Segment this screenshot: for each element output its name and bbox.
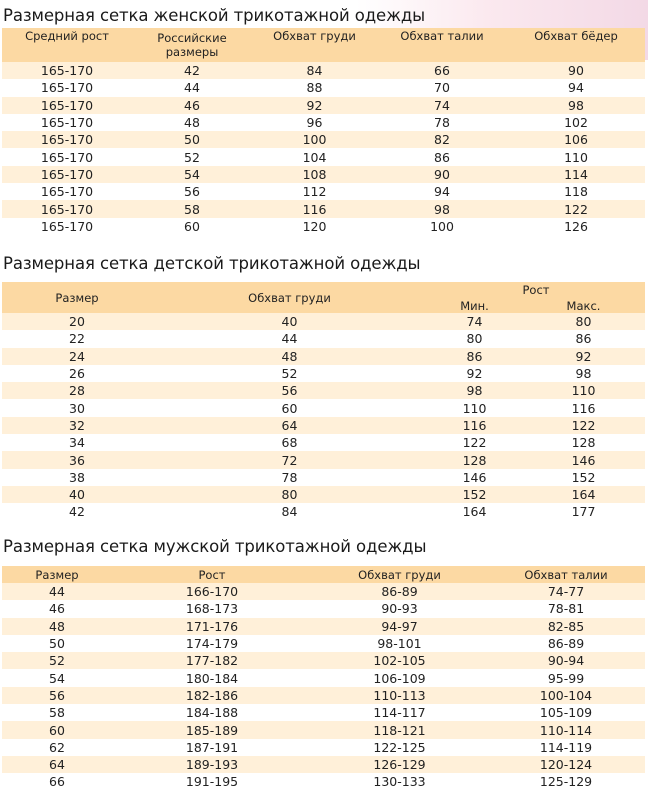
header-waist: Обхват талии xyxy=(487,566,645,583)
cell-height: 165-170 xyxy=(2,183,132,200)
table-row xyxy=(2,313,645,330)
cell-height-min: 80 xyxy=(427,330,522,347)
cell-chest: 40 xyxy=(152,313,427,330)
cell-waist: 78 xyxy=(377,114,507,131)
cell-ru-size: 52 xyxy=(132,148,252,165)
cell-size: 30 xyxy=(2,399,152,416)
men-title: Размерная сетка мужской трикотажной одежды xyxy=(3,537,427,556)
table-row xyxy=(2,704,645,721)
cell-waist: 120-124 xyxy=(487,756,645,773)
table-header-row xyxy=(2,566,645,583)
cell-waist: 100-104 xyxy=(487,687,645,704)
cell-waist: 98 xyxy=(377,200,507,217)
cell-size: 22 xyxy=(2,330,152,347)
cell-height-max: 122 xyxy=(522,417,645,434)
cell-height-max: 177 xyxy=(522,503,645,520)
cell-waist: 74-77 xyxy=(487,583,645,600)
kids-title: Размерная сетка детской трикотажной одежды xyxy=(3,254,421,273)
header-chest: Обхват груди xyxy=(152,282,427,313)
table-row xyxy=(2,417,645,434)
cell-hips: 114 xyxy=(507,166,645,183)
cell-chest: 120 xyxy=(252,218,377,235)
cell-ru-size: 56 xyxy=(132,183,252,200)
table-row xyxy=(2,131,645,148)
cell-size: 34 xyxy=(2,434,152,451)
cell-chest: 110-113 xyxy=(312,687,487,704)
table-row xyxy=(2,166,645,183)
cell-hips: 94 xyxy=(507,79,645,96)
cell-size: 64 xyxy=(2,756,112,773)
cell-chest: 94-97 xyxy=(312,618,487,635)
cell-size: 52 xyxy=(2,652,112,669)
cell-height-max: 98 xyxy=(522,365,645,382)
table-row xyxy=(2,721,645,738)
cell-ru-size: 58 xyxy=(132,200,252,217)
cell-height: 182-186 xyxy=(112,687,312,704)
table-row xyxy=(2,669,645,686)
cell-ru-size: 50 xyxy=(132,131,252,148)
cell-hips: 90 xyxy=(507,62,645,79)
cell-waist: 82-85 xyxy=(487,618,645,635)
cell-size: 48 xyxy=(2,618,112,635)
cell-chest: 92 xyxy=(252,97,377,114)
cell-size: 58 xyxy=(2,704,112,721)
table-row xyxy=(2,434,645,451)
header-hips: Обхват бёдер xyxy=(507,28,645,62)
table-row xyxy=(2,618,645,635)
cell-size: 40 xyxy=(2,486,152,503)
cell-hips: 118 xyxy=(507,183,645,200)
cell-height: 174-179 xyxy=(112,635,312,652)
cell-chest: 112 xyxy=(252,183,377,200)
cell-size: 20 xyxy=(2,313,152,330)
cell-height: 177-182 xyxy=(112,652,312,669)
cell-ru-size: 60 xyxy=(132,218,252,235)
cell-height-min: 74 xyxy=(427,313,522,330)
cell-ru-size: 44 xyxy=(132,79,252,96)
header-height: Рост xyxy=(112,566,312,583)
cell-waist: 74 xyxy=(377,97,507,114)
cell-hips: 122 xyxy=(507,200,645,217)
table-row xyxy=(2,600,645,617)
table-row xyxy=(2,382,645,399)
table-row xyxy=(2,365,645,382)
header-size: Размер xyxy=(2,282,152,313)
cell-height: 165-170 xyxy=(2,148,132,165)
table-row xyxy=(2,469,645,486)
cell-chest: 64 xyxy=(152,417,427,434)
table-row xyxy=(2,635,645,652)
men-section xyxy=(0,537,648,791)
cell-height: 187-191 xyxy=(112,739,312,756)
cell-chest: 90-93 xyxy=(312,600,487,617)
table-row xyxy=(2,218,645,235)
cell-chest: 102-105 xyxy=(312,652,487,669)
cell-height-min: 152 xyxy=(427,486,522,503)
cell-chest: 106-109 xyxy=(312,669,487,686)
kids-size-table xyxy=(2,282,645,521)
cell-size: 26 xyxy=(2,365,152,382)
cell-hips: 126 xyxy=(507,218,645,235)
cell-waist: 78-81 xyxy=(487,600,645,617)
cell-ru-size: 42 xyxy=(132,62,252,79)
table-row xyxy=(2,330,645,347)
table-row xyxy=(2,348,645,365)
cell-chest: 84 xyxy=(152,503,427,520)
cell-waist: 86 xyxy=(377,148,507,165)
cell-chest: 44 xyxy=(152,330,427,347)
cell-height-max: 86 xyxy=(522,330,645,347)
kids-section xyxy=(0,254,648,521)
cell-height-min: 116 xyxy=(427,417,522,434)
cell-chest: 68 xyxy=(152,434,427,451)
cell-size: 24 xyxy=(2,348,152,365)
cell-hips: 110 xyxy=(507,148,645,165)
cell-chest: 96 xyxy=(252,114,377,131)
cell-size: 62 xyxy=(2,739,112,756)
cell-height-min: 164 xyxy=(427,503,522,520)
cell-size: 32 xyxy=(2,417,152,434)
cell-size: 56 xyxy=(2,687,112,704)
cell-chest: 78 xyxy=(152,469,427,486)
cell-waist: 82 xyxy=(377,131,507,148)
cell-height-min: 128 xyxy=(427,451,522,468)
table-header-row xyxy=(2,28,645,62)
cell-waist: 94 xyxy=(377,183,507,200)
table-row xyxy=(2,183,645,200)
cell-waist: 125-129 xyxy=(487,773,645,790)
cell-hips: 98 xyxy=(507,97,645,114)
cell-height-min: 92 xyxy=(427,365,522,382)
table-row xyxy=(2,652,645,669)
header-avg-height: Средний рост xyxy=(2,28,132,62)
table-row xyxy=(2,486,645,503)
table-row xyxy=(2,399,645,416)
cell-chest: 84 xyxy=(252,62,377,79)
cell-height-max: 128 xyxy=(522,434,645,451)
cell-waist: 90-94 xyxy=(487,652,645,669)
cell-chest: 56 xyxy=(152,382,427,399)
women-size-table xyxy=(2,28,645,235)
cell-height-min: 122 xyxy=(427,434,522,451)
cell-chest: 130-133 xyxy=(312,773,487,790)
cell-waist: 86-89 xyxy=(487,635,645,652)
cell-ru-size: 48 xyxy=(132,114,252,131)
cell-height: 165-170 xyxy=(2,62,132,79)
men-size-table xyxy=(2,566,645,791)
cell-chest: 126-129 xyxy=(312,756,487,773)
cell-waist: 95-99 xyxy=(487,669,645,686)
header-chest: Обхват груди xyxy=(312,566,487,583)
header-height: Рост xyxy=(427,282,645,298)
header-chest: Обхват груди xyxy=(252,28,377,62)
cell-height-max: 116 xyxy=(522,399,645,416)
table-row xyxy=(2,62,645,79)
cell-size: 60 xyxy=(2,721,112,738)
cell-chest: 80 xyxy=(152,486,427,503)
cell-height-max: 152 xyxy=(522,469,645,486)
cell-height-max: 164 xyxy=(522,486,645,503)
cell-waist: 66 xyxy=(377,62,507,79)
cell-height-max: 80 xyxy=(522,313,645,330)
cell-height: 165-170 xyxy=(2,79,132,96)
table-row xyxy=(2,148,645,165)
cell-waist: 90 xyxy=(377,166,507,183)
cell-waist: 100 xyxy=(377,218,507,235)
cell-height: 168-173 xyxy=(112,600,312,617)
cell-chest: 116 xyxy=(252,200,377,217)
cell-height: 171-176 xyxy=(112,618,312,635)
cell-size: 54 xyxy=(2,669,112,686)
cell-height-min: 146 xyxy=(427,469,522,486)
cell-height: 165-170 xyxy=(2,131,132,148)
cell-size: 38 xyxy=(2,469,152,486)
cell-height: 165-170 xyxy=(2,114,132,131)
table-row xyxy=(2,583,645,600)
cell-height: 165-170 xyxy=(2,200,132,217)
cell-chest: 114-117 xyxy=(312,704,487,721)
header-height-min: Мин. xyxy=(427,298,522,313)
table-row xyxy=(2,756,645,773)
cell-chest: 122-125 xyxy=(312,739,487,756)
cell-size: 44 xyxy=(2,583,112,600)
cell-chest: 88 xyxy=(252,79,377,96)
cell-height: 184-188 xyxy=(112,704,312,721)
cell-hips: 106 xyxy=(507,131,645,148)
header-size: Размер xyxy=(2,566,112,583)
cell-height-min: 110 xyxy=(427,399,522,416)
table-row xyxy=(2,773,645,790)
table-row xyxy=(2,451,645,468)
cell-height-max: 92 xyxy=(522,348,645,365)
header-waist: Обхват талии xyxy=(377,28,507,62)
cell-height-min: 98 xyxy=(427,382,522,399)
cell-height: 185-189 xyxy=(112,721,312,738)
cell-chest: 86-89 xyxy=(312,583,487,600)
cell-chest: 60 xyxy=(152,399,427,416)
cell-size: 46 xyxy=(2,600,112,617)
cell-size: 42 xyxy=(2,503,152,520)
cell-size: 66 xyxy=(2,773,112,790)
cell-chest: 108 xyxy=(252,166,377,183)
cell-chest: 52 xyxy=(152,365,427,382)
table-row xyxy=(2,739,645,756)
cell-chest: 48 xyxy=(152,348,427,365)
cell-ru-size: 46 xyxy=(132,97,252,114)
cell-height: 189-193 xyxy=(112,756,312,773)
table-row xyxy=(2,503,645,520)
cell-waist: 105-109 xyxy=(487,704,645,721)
cell-chest: 72 xyxy=(152,451,427,468)
table-row xyxy=(2,114,645,131)
cell-height: 166-170 xyxy=(112,583,312,600)
cell-height-max: 110 xyxy=(522,382,645,399)
cell-size: 28 xyxy=(2,382,152,399)
cell-chest: 100 xyxy=(252,131,377,148)
cell-height: 180-184 xyxy=(112,669,312,686)
cell-height: 165-170 xyxy=(2,166,132,183)
women-title: Размерная сетка женской трикотажной одежды xyxy=(3,6,426,25)
cell-chest: 104 xyxy=(252,148,377,165)
cell-height-min: 86 xyxy=(427,348,522,365)
cell-height-max: 146 xyxy=(522,451,645,468)
cell-waist: 110-114 xyxy=(487,721,645,738)
table-row xyxy=(2,200,645,217)
header-ru-size: Российские размеры xyxy=(132,28,252,62)
cell-waist: 70 xyxy=(377,79,507,96)
cell-chest: 118-121 xyxy=(312,721,487,738)
header-height-max: Макс. xyxy=(522,298,645,313)
cell-height: 165-170 xyxy=(2,97,132,114)
cell-size: 50 xyxy=(2,635,112,652)
table-row xyxy=(2,687,645,704)
table-row xyxy=(2,97,645,114)
cell-size: 36 xyxy=(2,451,152,468)
cell-chest: 98-101 xyxy=(312,635,487,652)
cell-ru-size: 54 xyxy=(132,166,252,183)
cell-hips: 102 xyxy=(507,114,645,131)
table-header-row xyxy=(2,282,645,298)
cell-height: 165-170 xyxy=(2,218,132,235)
table-row xyxy=(2,79,645,96)
women-section xyxy=(0,6,648,235)
cell-waist: 114-119 xyxy=(487,739,645,756)
cell-height: 191-195 xyxy=(112,773,312,790)
